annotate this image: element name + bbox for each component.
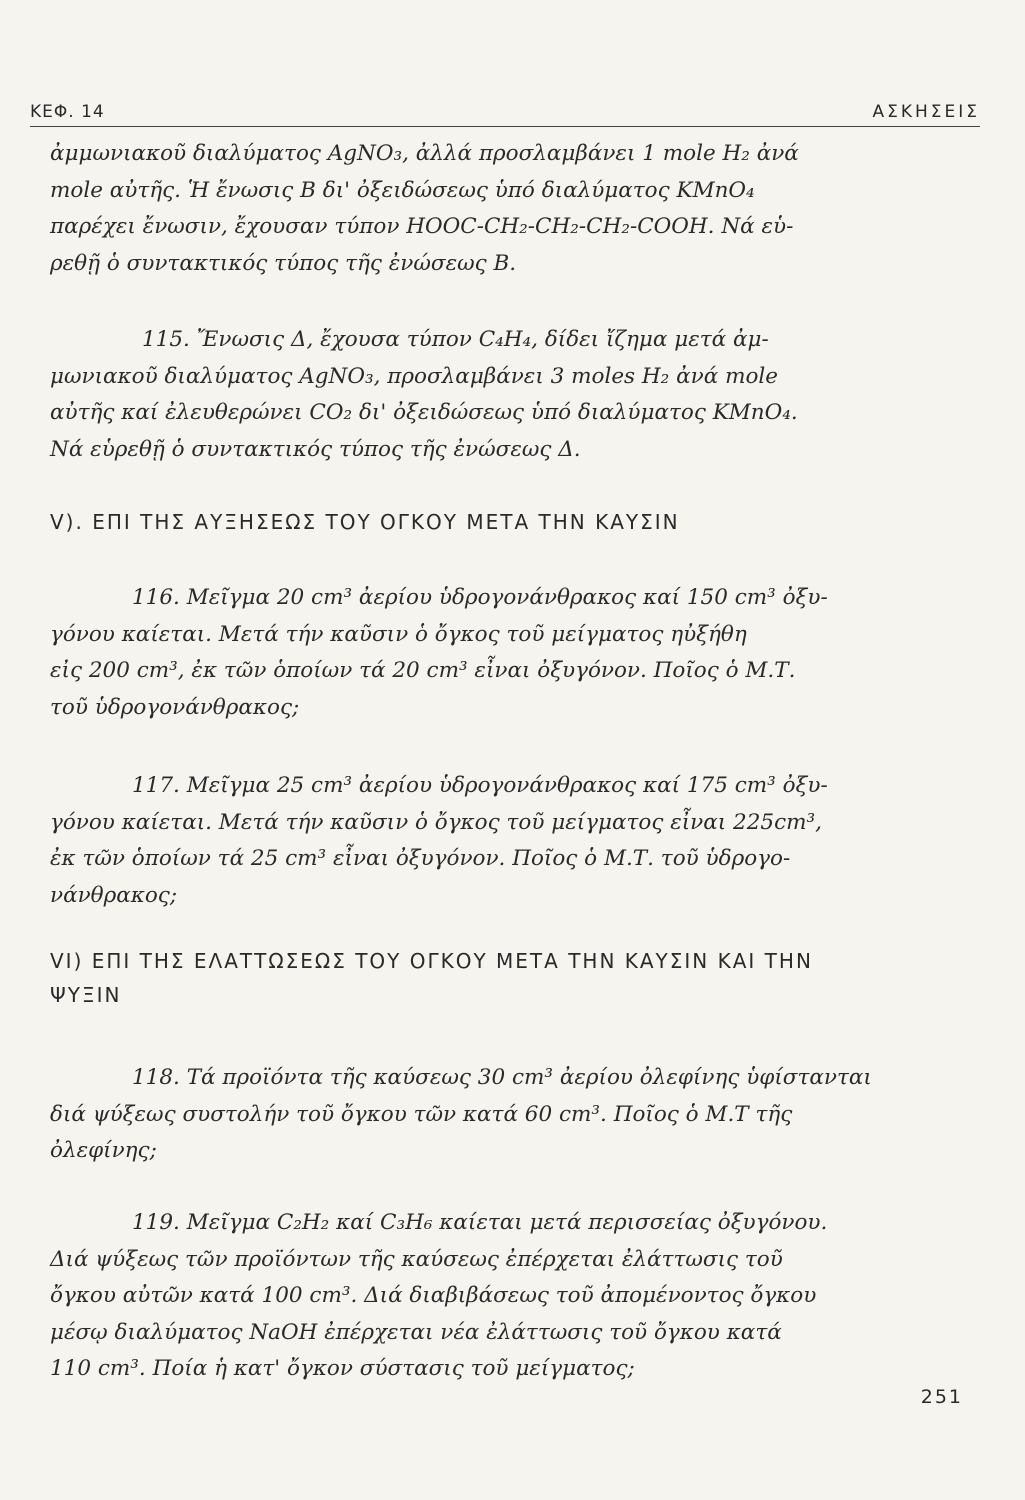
- text-line: παρέχει ἔνωσιν, ἔχουσαν τύπον HOOC-CH₂-CH₂-CH₂-COOH. Νά εὑ-: [50, 214, 794, 239]
- text-line: γόνου καίεται. Μετά τήν καῦσιν ὁ ὄγκος τοῦ μείγματος ηὐξήθη: [50, 621, 747, 647]
- exercise-114-continuation: [50, 136, 980, 282]
- exercise-118: [50, 1060, 980, 1170]
- chapter-label: ΚΕΦ. 14: [30, 102, 105, 122]
- text-line: 117. Μεῖγμα 25 cm³ ἀερίου ὑδρογονάνθρακος καί 175 cm³ ὀξυ-: [132, 773, 828, 798]
- text-line: εἰς 200 cm³, ἐκ τῶν ὁποίων τά 20 cm³ εἶναι ὀξυγόνον. Ποῖος ὁ Μ.Τ.: [50, 658, 796, 683]
- text-line: μέσῳ διαλύματος NaOH ἐπέρχεται νέα ἐλάττωσις τοῦ ὄγκου κατά: [50, 1319, 782, 1345]
- text-line: ὀλεφίνης;: [50, 1138, 157, 1163]
- section-heading-line: ΨΥΞΙΝ: [50, 983, 122, 1007]
- text-line: ἐκ τῶν ὁποίων τά 25 cm³ εἶναι ὀξυγόνον. Ποῖος ὁ Μ.Τ. τοῦ ὑδρογο-: [50, 846, 791, 871]
- text-line: Νά εὑρεθῇ ὁ συντακτικός τύπος τῆς ἐνώσεως Δ.: [50, 436, 581, 462]
- page-number: 251: [920, 1386, 963, 1408]
- running-head: [30, 98, 980, 127]
- text-line: νάνθρακος;: [50, 882, 178, 908]
- text-line: αὐτῆς καί ἐλευθερώνει CO₂ δι' ὀξειδώσεως ὑπό διαλύματος KMnO₄.: [50, 400, 798, 425]
- section-5-heading: [50, 505, 980, 539]
- text-line: 115. Ἔνωσις Δ, ἔχουσα τύπον C₄H₄, δίδει ἴζημα μετά ἀμ-: [142, 327, 769, 352]
- section-heading-line: VI) ΕΠΙ ΤΗΣ ΕΛΑΤΤΩΣΕΩΣ ΤΟΥ ΟΓΚΟΥ ΜΕΤΑ ΤΗΝ ΚΑΥΣΙΝ ΚΑΙ ΤΗΝ: [50, 949, 813, 973]
- text-line: τοῦ ὑδρογονάνθρακος;: [50, 694, 300, 720]
- text-line: Διά ψύξεως τῶν προϊόντων τῆς καύσεως ἐπέρχεται ἐλάττωσις τοῦ: [50, 1246, 783, 1272]
- text-line: γόνου καίεται. Μετά τήν καῦσιν ὁ ὄγκος τοῦ μείγματος εἶναι 225cm³,: [50, 809, 822, 835]
- exercise-116: [50, 580, 980, 726]
- text-line: ὄγκου αὐτῶν κατά 100 cm³. Διά διαβιβάσεως τοῦ ἀπομένοντος ὄγκου: [50, 1283, 817, 1308]
- exercise-115: [50, 322, 980, 468]
- exercise-117: [50, 768, 980, 914]
- text-line: mole αὐτῆς. Ἡ ἔνωσις Β δι' ὀξειδώσεως ὑπό διαλύματος KMnO₄: [50, 177, 755, 203]
- section-label: ΑΣΚΗΣΕΙΣ: [872, 102, 980, 122]
- section-heading-line: V). ΕΠΙ ΤΗΣ ΑΥΞΗΣΕΩΣ ΤΟΥ ΟΓΚΟΥ ΜΕΤΑ ΤΗΝ ΚΑΥΣΙΝ: [50, 510, 680, 534]
- section-6-heading: [50, 944, 980, 1012]
- text-line: 118. Τά προϊόντα τῆς καύσεως 30 cm³ ἀερίου ὀλεφίνης ὑφίστανται: [132, 1065, 872, 1090]
- text-line: μωνιακοῦ διαλύματος AgNO₃, προσλαμβάνει 3 moles H₂ ἀνά mole: [50, 363, 778, 389]
- text-line: ἀμμωνιακοῦ διαλύματος AgNO₃, ἀλλά προσλαμβάνει 1 mole H₂ ἀνά: [50, 141, 799, 166]
- text-line: ρεθῇ ὁ συντακτικός τύπος τῆς ἐνώσεως Β.: [50, 250, 517, 276]
- text-line: 116. Μεῖγμα 20 cm³ ἀερίου ὑδρογονάνθρακος καί 150 cm³ ὀξυ-: [132, 585, 828, 610]
- text-line: 119. Μεῖγμα C₂H₂ καί C₃H₆ καίεται μετά περισσείας ὀξυγόνου.: [132, 1210, 828, 1235]
- exercise-119: [50, 1205, 980, 1388]
- text-line: διά ψύξεως συστολήν τοῦ ὄγκου τῶν κατά 60 cm³. Ποῖος ὁ Μ.Τ τῆς: [50, 1101, 793, 1127]
- text-line: 110 cm³. Ποία ἡ κατ' ὄγκον σύστασις τοῦ μείγματος;: [50, 1356, 635, 1381]
